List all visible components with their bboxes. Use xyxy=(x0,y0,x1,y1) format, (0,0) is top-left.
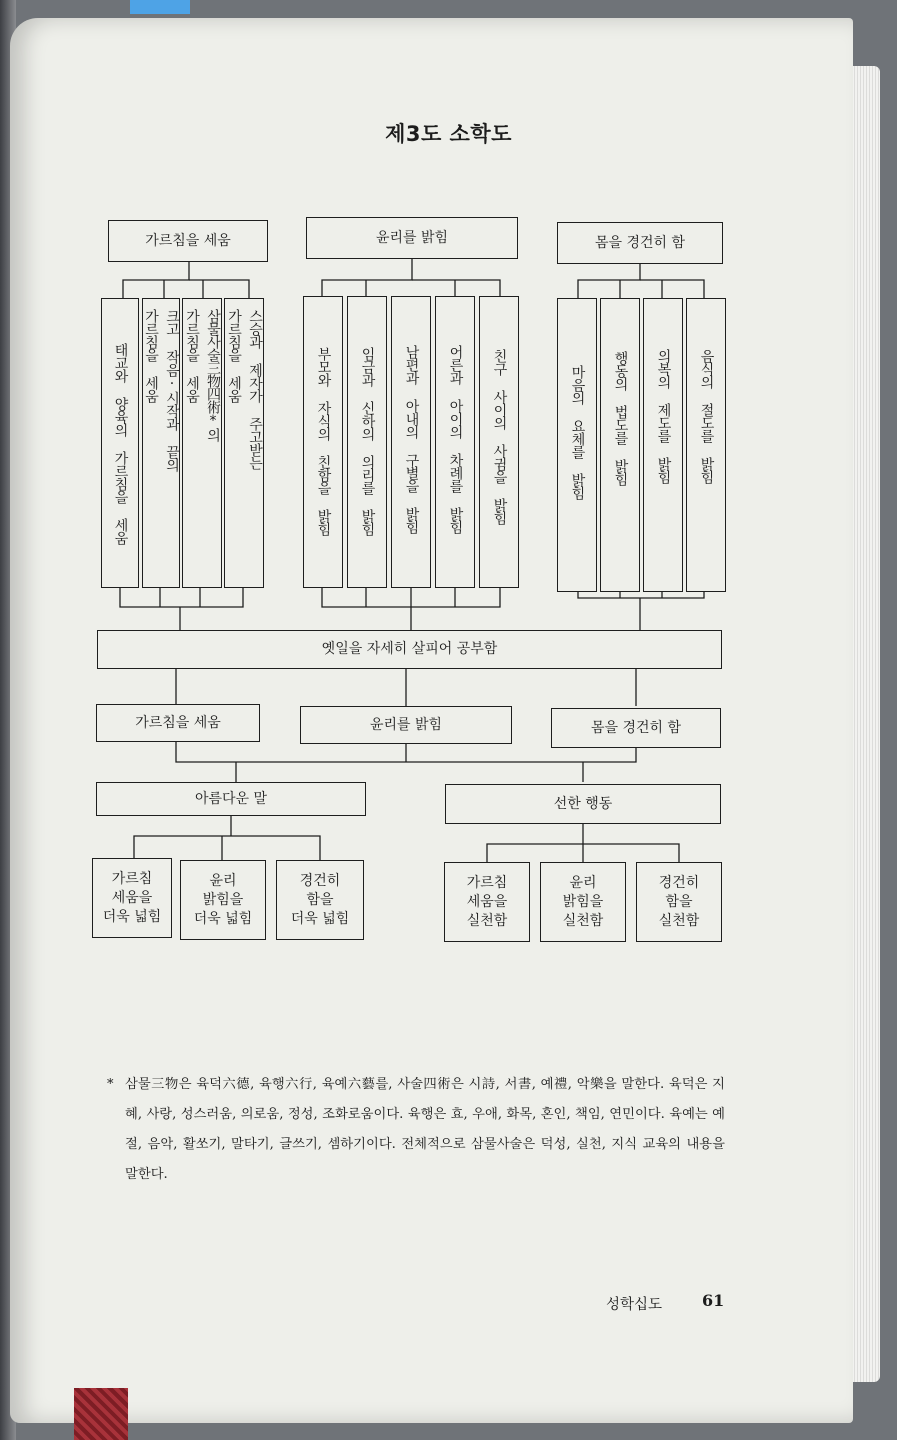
footnote-text: 삼물三物은 육덕六德, 육행六行, 육예六藝를, 사술四術은 시詩, 서書, 예禮, 악樂을 말한다. 육덕은 지혜, 사랑, 성스러움, 의로움, 정성, 조화로움이다. 육행은 효, 우애, 화목, 혼인, 책임, 연민이다. 육예는 예절, 음악, 활쏘기, 말타기, 글쓰기, 셈하기이다. 전체적으로 삼물사술은 덕성, 실천, 지식 교육의 내용을 말한다. xyxy=(125,1077,725,1182)
top-header-teaching: 가르침을 세움 xyxy=(108,220,268,262)
page-title: 제3도 소학도 xyxy=(385,122,512,146)
leaf-widen-reverence: 경건히 함을 더욱 넓힘 xyxy=(276,860,364,940)
branch-beautiful-speech: 아름다운 말 xyxy=(96,782,366,816)
column-elder-young: 어른과 아이의 차례를 밝힘 xyxy=(435,296,475,588)
running-title: 성학십도 xyxy=(606,1297,663,1313)
footnote-mark: * xyxy=(107,1077,114,1092)
mid-ethics-box: 윤리를 밝힘 xyxy=(300,706,512,744)
top-header-ethics: 윤리를 밝힘 xyxy=(306,217,518,259)
column-friends: 친구 사이의 사귐을 밝힘 xyxy=(479,296,519,588)
column-parent-child: 부모와 자식의 친함을 밝힘 xyxy=(303,296,343,588)
branch-good-conduct: 선한 행동 xyxy=(445,784,721,824)
column-sammul-teaching: 삼물사술三物四術*의 가르침을 세움 xyxy=(182,298,222,588)
mid-teaching-box: 가르침을 세움 xyxy=(96,704,260,742)
leaf-practice-reverence: 경건히 함을 실천함 xyxy=(636,862,722,942)
column-conduct-rules: 행동의 법도를 밝힘 xyxy=(600,298,640,592)
page-number: 61 xyxy=(702,1291,725,1310)
column-ruler-subject: 임금과 신하의 의리를 밝힘 xyxy=(347,296,387,588)
top-header-reverence: 몸을 경건히 함 xyxy=(557,222,723,264)
leaf-practice-teaching: 가르침 세움을 실천함 xyxy=(444,862,530,942)
center-study-box: 옛일을 자세히 살피어 공부함 xyxy=(97,630,722,669)
column-order-teaching: 크고 작음·시작과 끝의 가르침을 세움 xyxy=(142,298,180,588)
column-clothing-system: 의복의 제도를 밝힘 xyxy=(643,298,683,592)
column-mind-essence: 마음의 요체를 밝힘 xyxy=(557,298,597,592)
column-prenatal-teaching: 태교와 양육의 가르침을 세움 xyxy=(101,298,139,588)
leaf-widen-ethics: 윤리 밝힘을 더욱 넓힘 xyxy=(180,860,266,940)
column-teacher-teaching: 스승과 제자가 주고받는 가르침을 세움 xyxy=(224,298,264,588)
column-husband-wife: 남편과 아내의 구별을 밝힘 xyxy=(391,296,431,588)
column-food-moderation: 음식의 절도를 밝힘 xyxy=(686,298,726,592)
mid-reverence-box: 몸을 경건히 함 xyxy=(551,708,721,748)
leaf-practice-ethics: 윤리 밝힘을 실천함 xyxy=(540,862,626,942)
leaf-widen-teaching: 가르침 세움을 더욱 넓힘 xyxy=(92,858,172,938)
